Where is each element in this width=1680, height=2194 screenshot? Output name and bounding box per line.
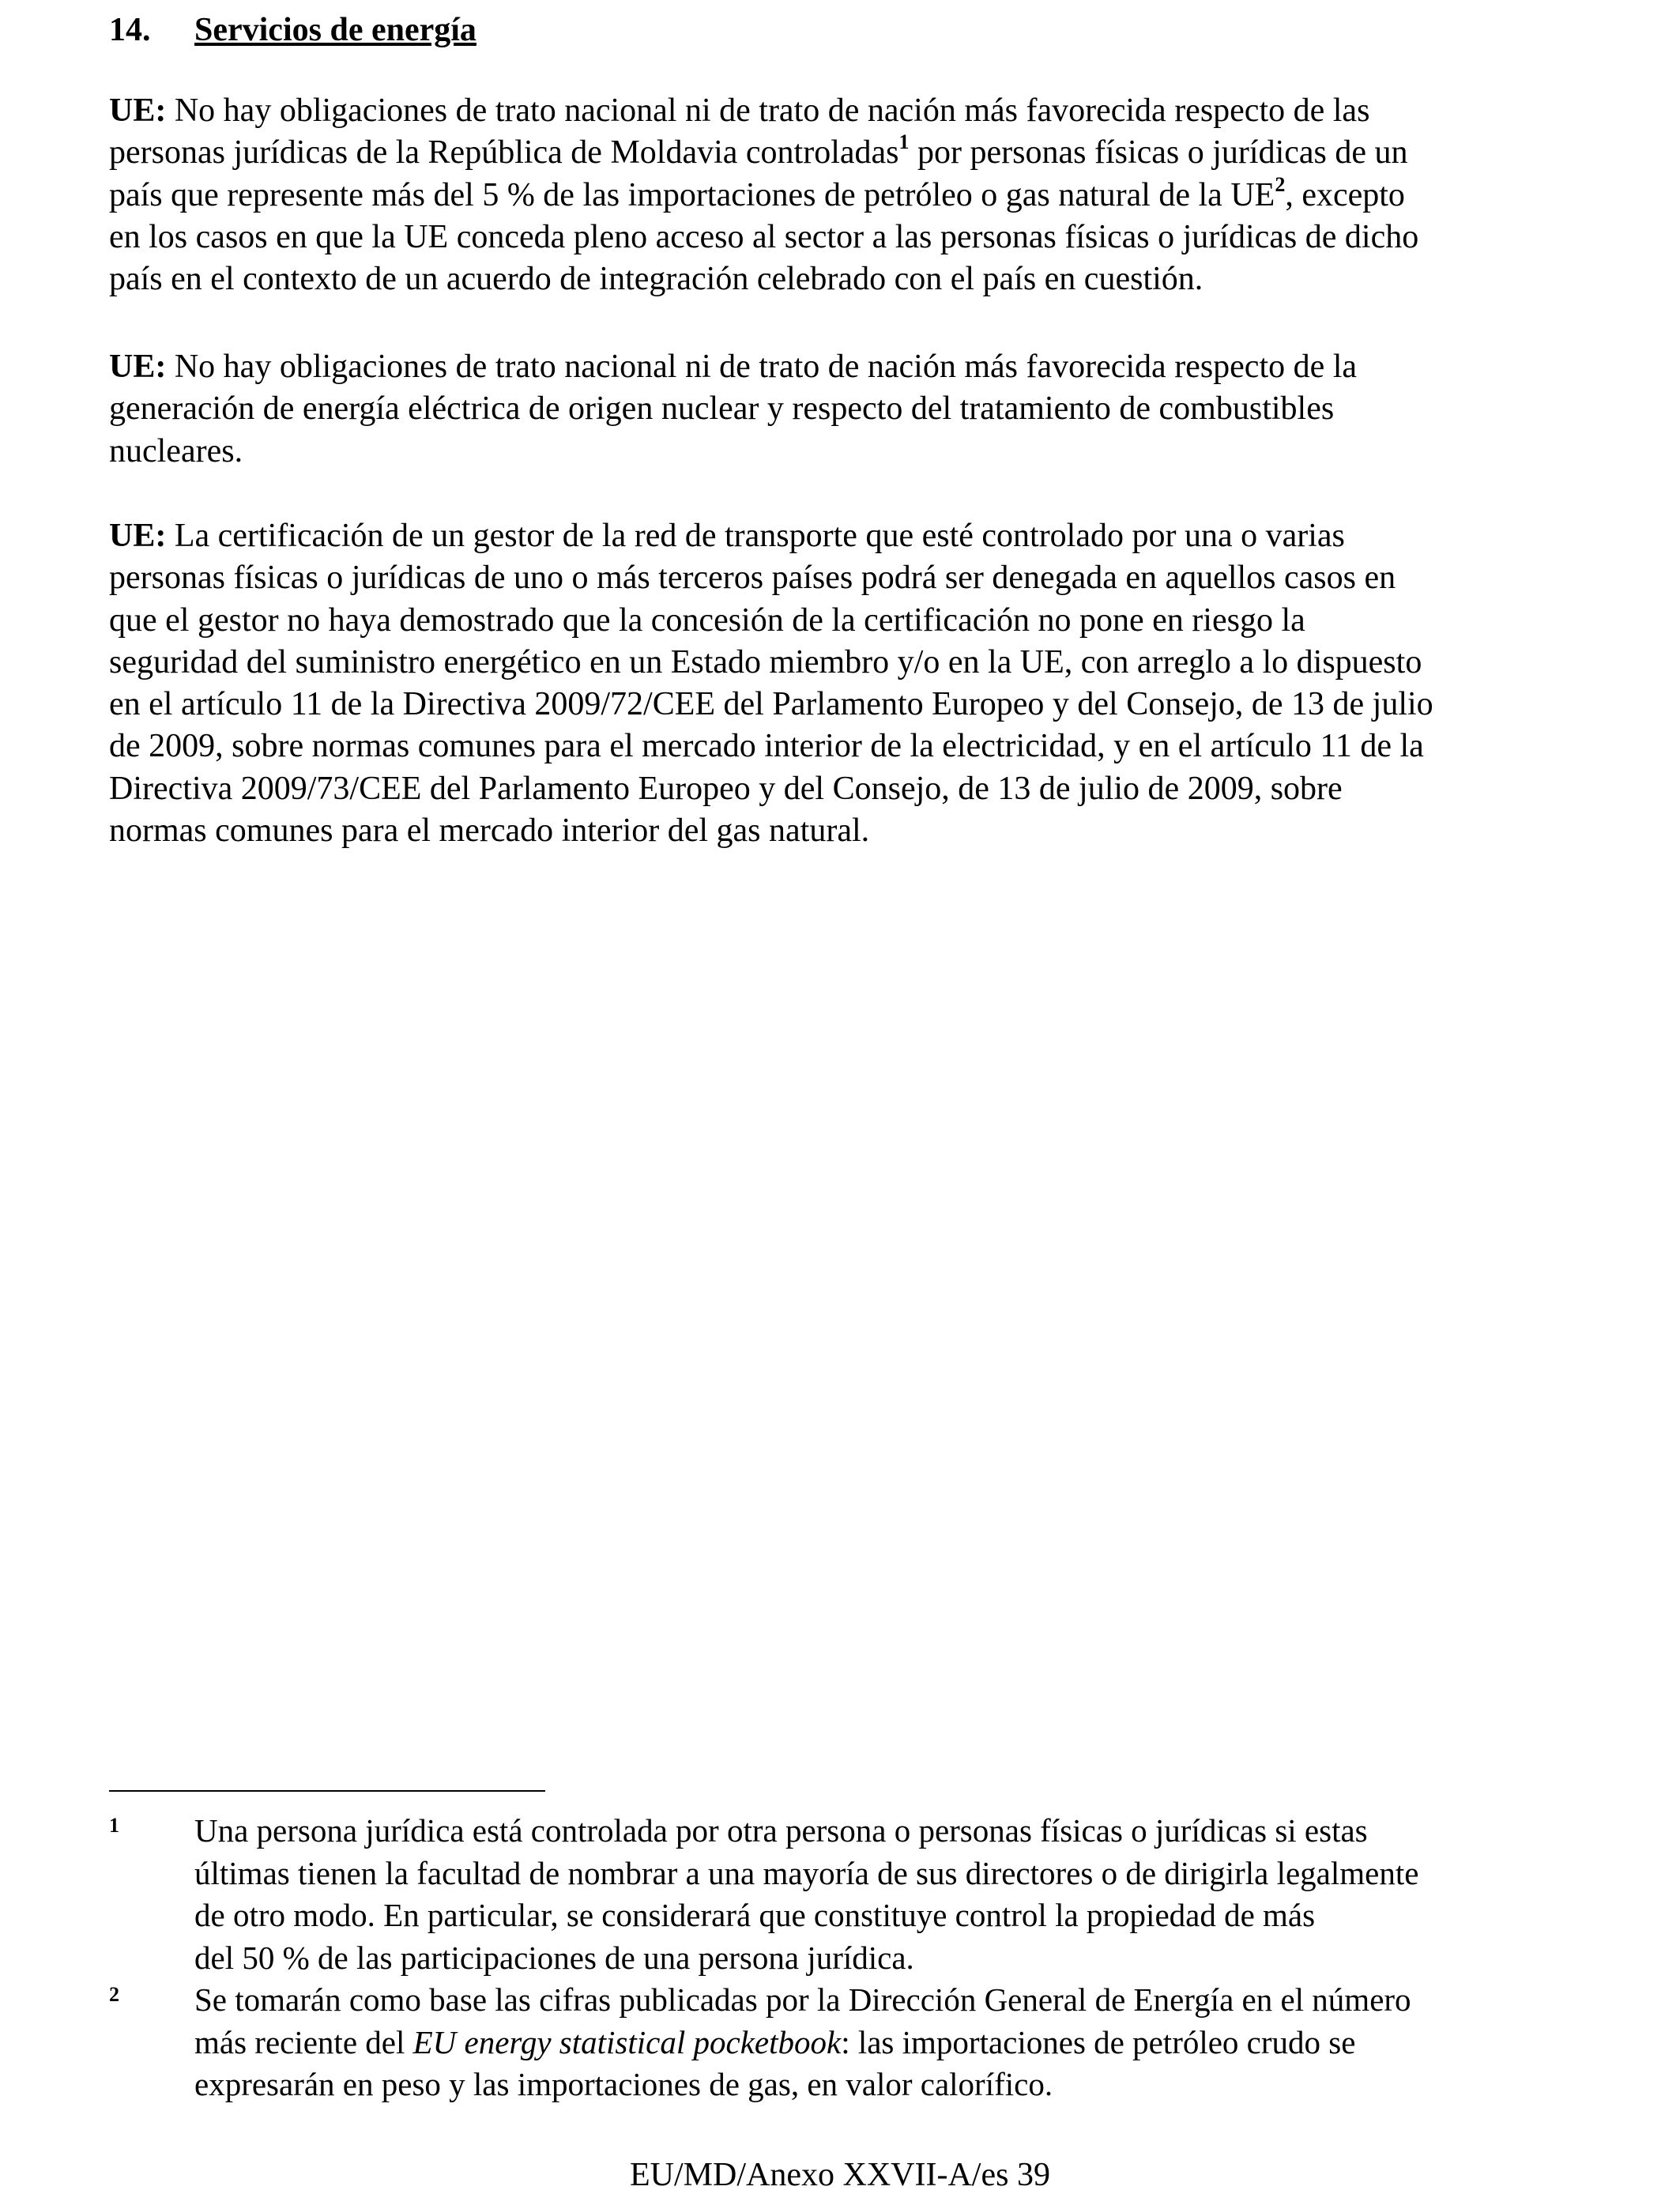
footnote-ref-1[interactable]: 1: [898, 130, 910, 154]
footnote-2-text: Se tomarán como base las cifras publicadas por la Dirección General de Energía en el número más reciente del EU energy statistical pocketbook: las importaciones de petróleo crudo se expresarán en peso y las importaciones de gas, en valor calorífico.: [194, 1981, 1411, 2102]
paragraph-2: UE: No hay obligaciones de trato nacional ni de trato de nación más favorecida respecto de la generación de energía eléctrica de origen nuclear y respecto del tratamiento de combustibles nucleares.: [109, 349, 1358, 469]
section-heading: [109, 6, 477, 54]
footnote-ref-2[interactable]: 2: [1275, 172, 1286, 196]
footnote-1-number: 1: [109, 1814, 119, 1837]
paragraph-3-prefix: UE:: [109, 518, 167, 554]
footnote-separator: [109, 1790, 545, 1792]
paragraph-2-prefix: UE:: [109, 349, 167, 385]
section-number: 14.: [109, 12, 151, 48]
section-title: Servicios de energía: [194, 12, 477, 48]
paragraph-3: UE: La certificación de un gestor de la red de transporte que esté controlado por una o varias personas físicas o jurídicas de uno o más terceros países podrá ser denegada en aquellos casos en que el gestor no haya demostrado que la concesión de la certificación no pone en riesgo la seguridad del suministro energético en un Estado miembro y/o en la UE, con arreglo a lo dispuesto en el artículo 11 de la Directiva 2009/72/CEE del Parlamento Europeo y del Consejo, de 13 de julio de 2009, sobre normas comunes para el mercado interior de la electricidad, y en el artículo 11 de la Directiva 2009/73/CEE del Parlamento Europeo y del Consejo, de 13 de julio de 2009, sobre normas comunes para el mercado interior del gas natural.: [109, 518, 1433, 850]
paragraph-1: UE: No hay obligaciones de trato nacional ni de trato de nación más favorecida respecto de las personas jurídicas de la República de Moldavia controladas$^1$ por personas físicas o jurídicas de un país que represente más del 5 % de las importaciones de petróleo o gas natural de la UE$^2$, excepto en los casos en que la UE conceda pleno acceso al sector a las personas físicas o jurídicas de dicho país en el contexto de un acuerdo de integración celebrado con el país en cuestión.: [109, 92, 1419, 298]
publication-title: EU energy statistical pocketbook: [412, 2023, 842, 2060]
footnote-1-text: Una persona jurídica está controlada por otra persona o personas físicas o jurídicas si estas últimas tienen la facultad de nombrar a una mayoría de sus directores o de dirigirla legalmente de otro modo. En particular, se considerará que constituye control la propiedad de más del 50 % de las participaciones de una persona jurídica.: [194, 1812, 1419, 1976]
paragraph-1-prefix: UE:: [109, 92, 167, 129]
footnote-2-number: 2: [109, 1983, 119, 2006]
page-footer: EU/MD/Anexo XXVII-A/es 39: [630, 2157, 1050, 2193]
